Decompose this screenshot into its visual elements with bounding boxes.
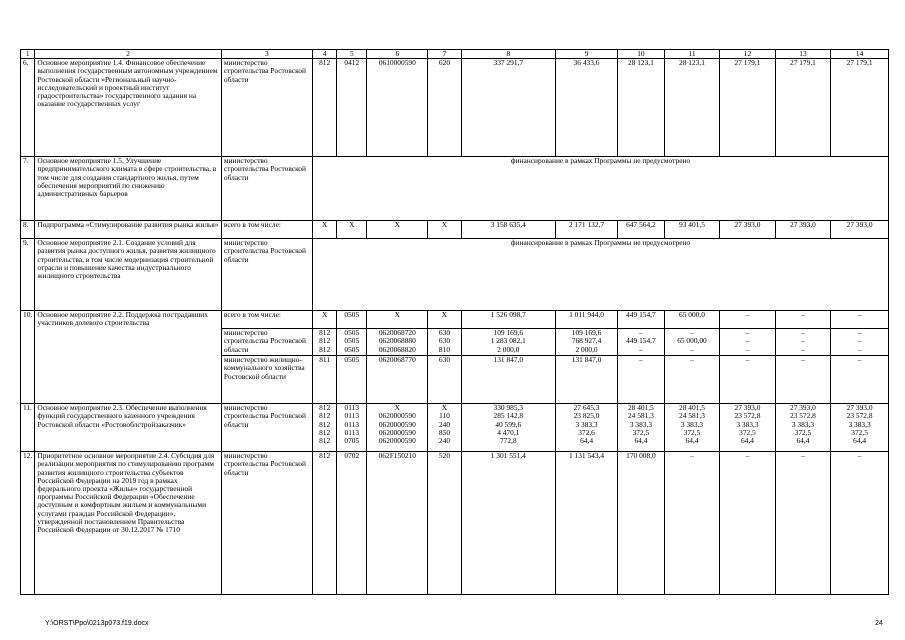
cell-line: 2 000,0 xyxy=(575,344,598,354)
executor: министерство строительства Ростовской области xyxy=(221,157,312,221)
cell-line: 23 572,8 xyxy=(790,411,816,421)
cell-line: 0505 xyxy=(344,344,360,354)
amount-2022: 27 179,1 xyxy=(720,59,775,157)
cell-line: 0620000590 xyxy=(378,419,416,429)
cell-line: 768 927,4 xyxy=(571,336,602,346)
cell-line: 109 169,6 xyxy=(493,328,524,338)
executor: министерство строительства Ростовской области xyxy=(221,329,312,356)
row-number: 10. xyxy=(21,311,35,404)
executor: министерство строительства Ростовской области xyxy=(221,239,312,311)
row-number: 8. xyxy=(21,221,35,239)
activity-name: Подпрограмма «Стимулирование развития рынка жилья» xyxy=(35,221,221,239)
cell-line: – xyxy=(690,344,694,354)
amount-2023 xyxy=(775,329,830,356)
header-cell: 9 xyxy=(555,50,617,59)
cell-line: 109 169,6 xyxy=(571,328,602,338)
amount-2023: – xyxy=(775,311,830,329)
table-row xyxy=(21,452,889,595)
executor: министерство строительства Ростовской области xyxy=(221,404,312,452)
header-cell: 12 xyxy=(720,50,775,59)
amount-2024: – xyxy=(831,311,889,329)
amount-2022: – xyxy=(720,452,775,595)
amount-2024: 27 393,0 xyxy=(831,221,889,239)
cell-line: 27 393,0 xyxy=(846,403,873,413)
cell-line: 3 383,3 xyxy=(575,419,598,429)
cell-line: 40 599,6 xyxy=(495,419,522,429)
amount-2019: 131 847,0 xyxy=(555,356,617,404)
page-number: 24 xyxy=(875,620,883,627)
amount-2024: – xyxy=(831,356,889,404)
cell-line: 372,5 xyxy=(851,427,868,437)
cell-line: 64,4 xyxy=(853,436,867,446)
grbs-code: 812 xyxy=(312,59,336,157)
cell-line: 3 383,3 xyxy=(848,419,871,429)
amount-2024: – xyxy=(831,452,889,595)
cell-line: 24 581,3 xyxy=(627,411,654,421)
cell-line: – xyxy=(690,328,694,338)
header-cell: 8 xyxy=(461,50,555,59)
cell-line: 850 xyxy=(438,427,451,437)
amount-2021: 65 000,0 xyxy=(664,311,719,329)
header-cell: 5 xyxy=(337,50,367,59)
cell-line: 0620068720 xyxy=(378,328,416,338)
vr-code xyxy=(428,329,461,356)
executor: всего в том числе: xyxy=(221,221,312,239)
amount-2020 xyxy=(618,329,665,356)
cell-line: 449 154,7 xyxy=(626,336,656,346)
rzpr-code xyxy=(337,404,367,452)
amount-2019 xyxy=(555,404,617,452)
amount-2024 xyxy=(831,329,889,356)
cell-line: 65 000,00 xyxy=(677,336,707,346)
amount-2020: 449 154,7 xyxy=(618,311,665,329)
cell-line: 0705 xyxy=(344,436,360,446)
amount-total: 337 291,7 xyxy=(461,59,555,157)
cell-line: 0620000590 xyxy=(378,436,416,446)
cell-line: 64,4 xyxy=(740,436,754,446)
csr-code xyxy=(367,404,428,452)
header-cell: 3 xyxy=(221,50,312,59)
cell-line: 27 393,0 xyxy=(790,403,816,413)
table-row xyxy=(21,311,889,329)
row-number: 7. xyxy=(21,157,35,221)
table-row xyxy=(21,221,889,239)
cell-line: – xyxy=(639,344,643,354)
amount-2021 xyxy=(664,329,719,356)
amount-2019: 1 011 944,0 xyxy=(555,311,617,329)
amount-2024: 27 179,1 xyxy=(831,59,889,157)
cell-line: 0620000590 xyxy=(378,411,416,421)
row-number: 9. xyxy=(21,239,35,311)
cell-line: 27 645,3 xyxy=(573,403,600,413)
rzpr-code: 0505 xyxy=(337,356,367,404)
program-table xyxy=(20,49,889,595)
executor: министерство строительства Ростовской области xyxy=(221,59,312,157)
header-cell: 13 xyxy=(775,50,830,59)
cell-line: 0113 xyxy=(344,403,360,413)
vr-code: X xyxy=(428,311,461,329)
amount-total xyxy=(461,329,555,356)
rzpr-code: 0702 xyxy=(337,452,367,595)
amount-total xyxy=(461,404,555,452)
vr-code xyxy=(428,404,461,452)
cell-line: X xyxy=(394,403,400,413)
grbs-code: X xyxy=(312,221,336,239)
header-cell: 10 xyxy=(618,50,665,59)
cell-line: 0620000590 xyxy=(378,427,416,437)
cell-line: 372,6 xyxy=(578,427,595,437)
amount-2022 xyxy=(720,404,775,452)
activity-name: Основное мероприятие 2.2. Поддержка пострадавших участников долевого строительства xyxy=(35,311,221,404)
vr-code: 620 xyxy=(428,59,461,157)
cell-line: 240 xyxy=(438,419,451,429)
amount-2020: – xyxy=(618,356,665,404)
table-row xyxy=(21,404,889,452)
document-path: Y:\ORST\Ppo\0213p073.f19.docx xyxy=(45,620,149,627)
table-row xyxy=(21,59,889,157)
cell-line: 24 581,3 xyxy=(679,411,705,421)
cell-line: 28 401,5 xyxy=(679,403,705,413)
amount-2023: – xyxy=(775,356,830,404)
grbs-code: 812 xyxy=(312,452,336,595)
cell-line: 3 383,3 xyxy=(680,419,704,429)
cell-line: 812 xyxy=(319,403,331,413)
cell-line: 0620068820 xyxy=(378,344,416,354)
cell-line: 4 470,1 xyxy=(497,427,520,437)
amount-2020: 170 008,0 xyxy=(618,452,665,595)
table-row xyxy=(21,239,889,311)
amount-2023: 27 179,1 xyxy=(775,59,830,157)
cell-line: 812 xyxy=(319,336,331,346)
activity-name: Основное мероприятие 2.3. Обеспечение выполнения функций государственного казенного учреждения Ростовской области «Ростовоблстройзаказчик» xyxy=(35,404,221,452)
header-cell: 7 xyxy=(428,50,461,59)
amount-total: 3 158 635,4 xyxy=(461,221,555,239)
amount-2019: 1 131 543,4 xyxy=(555,452,617,595)
cell-line: 812 xyxy=(319,436,331,446)
cell-line: – xyxy=(801,328,805,338)
amount-total: 131 847,0 xyxy=(461,356,555,404)
executor: министерство строительства Ростовской области xyxy=(221,452,312,595)
header-cell: 1 xyxy=(21,50,35,59)
amount-total: 1 301 551,4 xyxy=(461,452,555,595)
executor: всего в том числе: xyxy=(221,311,312,329)
header-row xyxy=(21,50,889,59)
executor: министерство жилищно-коммунального хозяйства Ростовской области xyxy=(221,356,312,404)
cell-line: – xyxy=(745,344,750,354)
amount-2021: – xyxy=(664,452,719,595)
cell-line: 812 xyxy=(319,411,331,421)
cell-line: – xyxy=(857,336,862,346)
cell-line: – xyxy=(801,344,805,354)
cell-line: 0505 xyxy=(344,328,360,338)
amount-2021: 93 401,5 xyxy=(664,221,719,239)
vr-code: 630 xyxy=(428,356,461,404)
amount-2021: 28 123,1 xyxy=(664,59,719,157)
amount-2019: 2 171 132,7 xyxy=(555,221,617,239)
amount-2020 xyxy=(618,404,665,452)
cell-line: X xyxy=(441,403,448,413)
cell-line: 812 xyxy=(319,328,331,338)
row-number: 6. xyxy=(21,59,35,157)
amount-2020: 647 564,2 xyxy=(618,221,665,239)
amount-2022: – xyxy=(720,311,775,329)
cell-line: – xyxy=(801,336,805,346)
rzpr-code: 0505 xyxy=(337,311,367,329)
cell-line: 27 393,0 xyxy=(734,403,761,413)
no-funding-note: финансирование в рамках Программы не предусмотрено xyxy=(312,157,888,221)
cell-line: 64,4 xyxy=(685,436,699,446)
activity-name: Основное мероприятие 1.5. Улучшение предпринимательского климата в сфере строительства, в том числе для создания стандартного жилья, путем обеспечения мероприятий по снижению административных барьеров xyxy=(35,157,221,221)
cell-line: 28 401,5 xyxy=(627,403,654,413)
vr-code: 520 xyxy=(428,452,461,595)
csr-code xyxy=(367,329,428,356)
csr-code: X xyxy=(367,311,428,329)
cell-line: 372,5 xyxy=(632,427,650,437)
no-funding-note: финансирование в рамках Программы не предусмотрено xyxy=(312,239,888,311)
amount-2022 xyxy=(720,329,775,356)
csr-code: 0620068770 xyxy=(367,356,428,404)
header-cell: 2 xyxy=(35,50,221,59)
cell-line: 630 xyxy=(438,328,451,338)
cell-line: 772,8 xyxy=(499,436,517,446)
csr-code: 0610000590 xyxy=(367,59,428,157)
cell-line: – xyxy=(857,344,862,354)
cell-line: 330 985,3 xyxy=(493,403,524,413)
cell-line: – xyxy=(745,328,750,338)
cell-line: 3 383,3 xyxy=(791,419,815,429)
cell-line: 110 xyxy=(439,411,450,421)
amount-2022: – xyxy=(720,356,775,404)
cell-line: 285 142,8 xyxy=(493,411,524,421)
rzpr-code: X xyxy=(337,221,367,239)
activity-name: Основное мероприятие 2.1. Создание условий для развития рынка доступного жилья, развития жилищного строительства, в том числе модернизация строительной отрасли и повышение качества индустриального жилищного строительства xyxy=(35,239,221,311)
cell-line: 810 xyxy=(438,344,451,354)
header-cell: 11 xyxy=(664,50,719,59)
header-cell: 4 xyxy=(312,50,336,59)
grbs-code xyxy=(312,329,336,356)
cell-line: – xyxy=(857,328,862,338)
cell-line: 23 572,8 xyxy=(846,411,873,421)
cell-line: 64,4 xyxy=(580,436,594,446)
rzpr-code xyxy=(337,329,367,356)
cell-line: 0113 xyxy=(344,419,360,429)
rzpr-code: 0412 xyxy=(337,59,367,157)
cell-line: 3 383,3 xyxy=(736,419,759,429)
row-number: 11. xyxy=(21,404,35,452)
cell-line: 0113 xyxy=(344,427,360,437)
header-cell: 6 xyxy=(367,50,428,59)
cell-line: 812 xyxy=(319,419,331,429)
cell-line: 0505 xyxy=(344,336,360,346)
activity-name: Приоритетное основное мероприятие 2.4. Субсидия для реализации мероприятия по стимулированию программ развития жилищного строительства субъектов Российской Федерации на 2019 год в рамках федерального проекта «Жилье» государственной программы Российской Федерации «Обеспечение доступным и комфортным жильем и коммунальными услугами граждан Российской Федерации», утвержденной постановлением Правительства Российской Федерации от 30.12.2017 № 1710 xyxy=(35,452,221,595)
cell-line: 240 xyxy=(438,436,451,446)
cell-line: 812 xyxy=(319,344,331,354)
amount-2019: 36 433,6 xyxy=(555,59,617,157)
cell-line: 372,5 xyxy=(794,427,812,437)
cell-line: – xyxy=(639,328,643,338)
header-cell: 14 xyxy=(831,50,889,59)
cell-line: 812 xyxy=(319,427,331,437)
cell-line: 64,4 xyxy=(634,436,648,446)
cell-line: 630 xyxy=(438,336,451,346)
amount-total: 1 526 098,7 xyxy=(461,311,555,329)
cell-line: 64,4 xyxy=(796,436,810,446)
cell-line: – xyxy=(745,336,750,346)
grbs-code xyxy=(312,404,336,452)
cell-line: 2 000,0 xyxy=(497,344,520,354)
cell-line: 372,5 xyxy=(683,427,701,437)
amount-2020: 28 123,1 xyxy=(618,59,665,157)
cell-line: 1 283 082,1 xyxy=(490,336,526,346)
amount-2021 xyxy=(664,404,719,452)
activity-name: Основное мероприятие 1.4. Финансовое обеспечение выполнения государственным автономным учреждением Ростовской области «Региональный научно-исследовательский и проектный институт градостроительства» государственного задания на оказание государственных услуг xyxy=(35,59,221,157)
cell-line: 3 383,3 xyxy=(629,419,653,429)
grbs-code: X xyxy=(312,311,336,329)
cell-line: 372,5 xyxy=(739,427,756,437)
vr-code: X xyxy=(428,221,461,239)
amount-2024 xyxy=(831,404,889,452)
row-number: 12. xyxy=(21,452,35,595)
grbs-code: 811 xyxy=(312,356,336,404)
csr-code: 062F150210 xyxy=(367,452,428,595)
amount-2021: – xyxy=(664,356,719,404)
cell-line: 23 825,0 xyxy=(573,411,600,421)
cell-line: 0620068880 xyxy=(378,336,416,346)
amount-2019 xyxy=(555,329,617,356)
table-row xyxy=(21,157,889,221)
amount-2023: – xyxy=(775,452,830,595)
amount-2023: 27 393,0 xyxy=(775,221,830,239)
amount-2022: 27 393,0 xyxy=(720,221,775,239)
amount-2023 xyxy=(775,404,830,452)
cell-line: 23 572,8 xyxy=(734,411,761,421)
cell-line: 0113 xyxy=(344,411,360,421)
csr-code: X xyxy=(367,221,428,239)
